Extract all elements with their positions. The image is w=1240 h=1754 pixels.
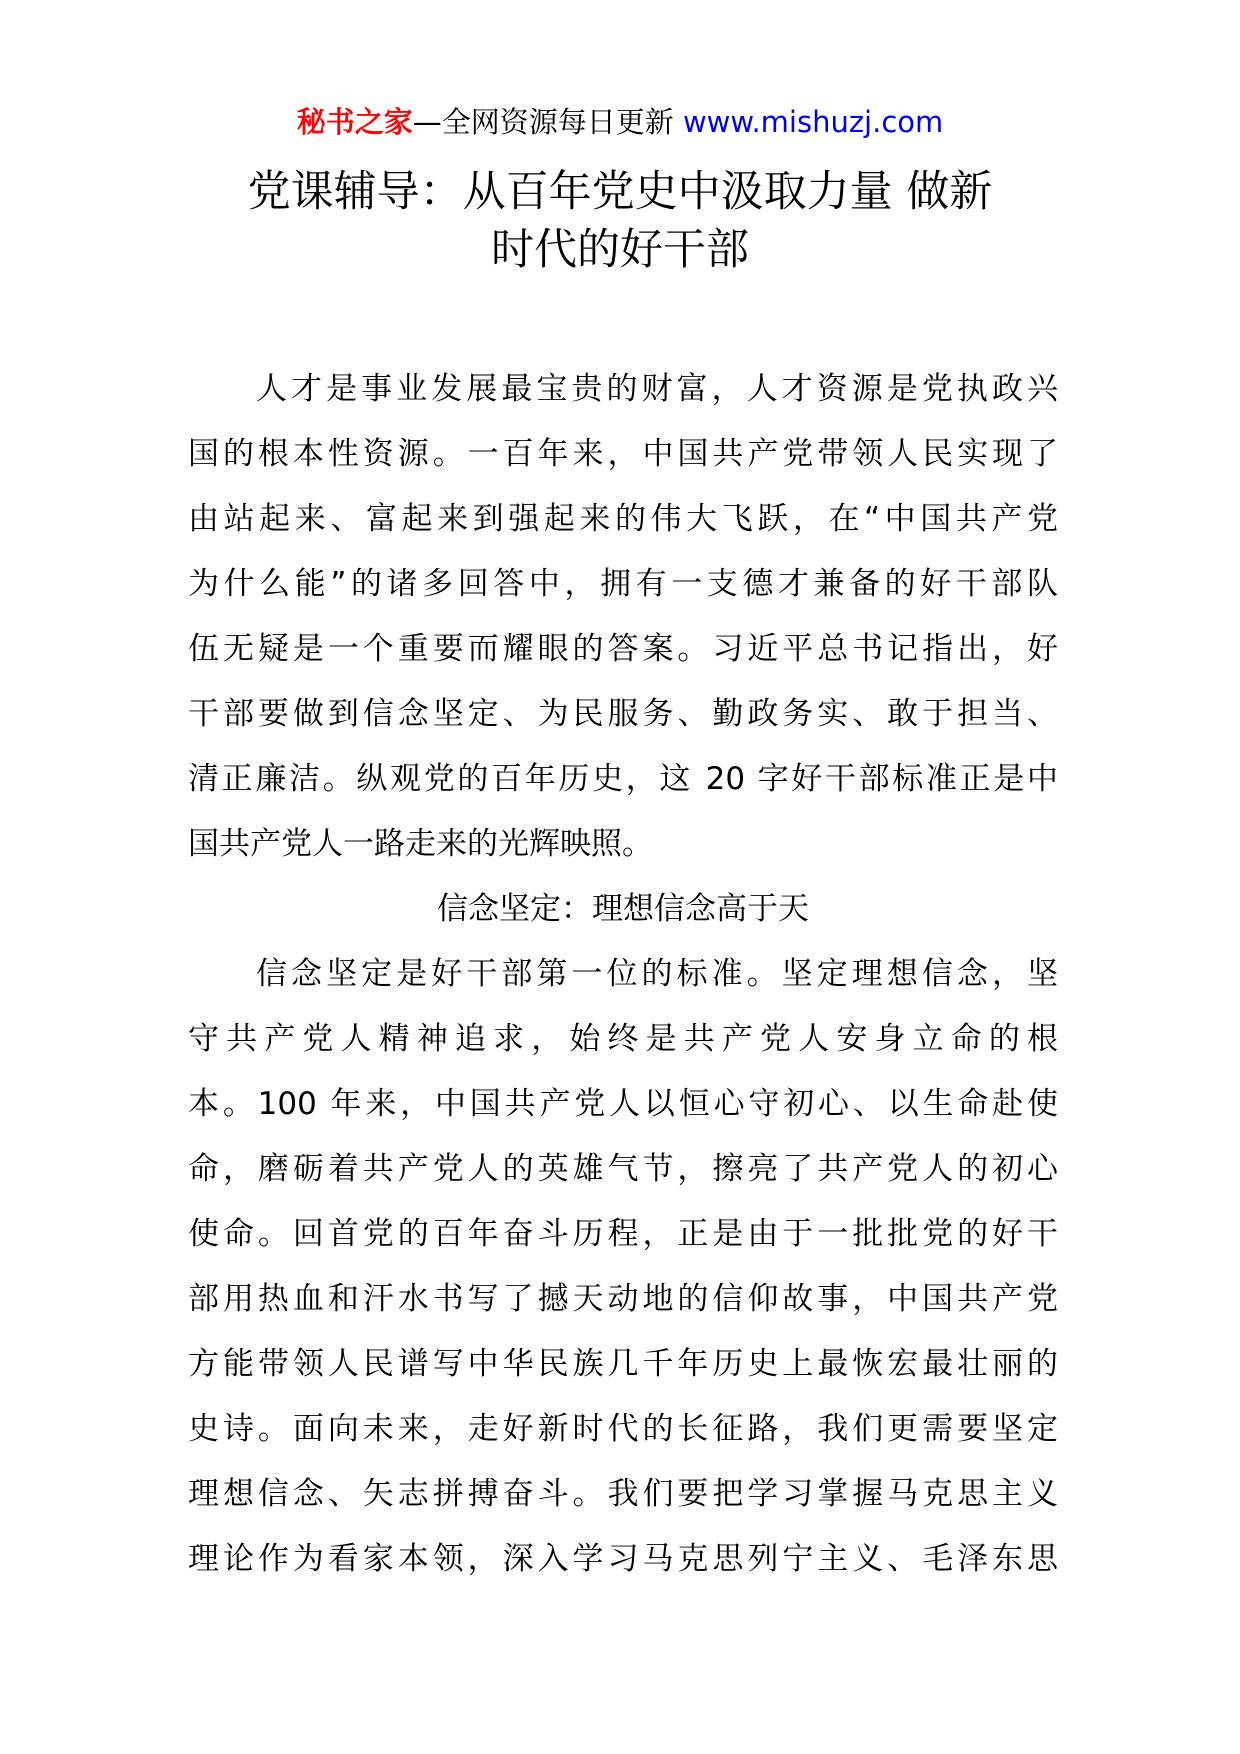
paragraph-line: 方能带领人民谱写中华民族几千年历史上最恢宏最壮丽的	[188, 1346, 1058, 1382]
paragraph-line: 理想信念、矢志拼搏奋斗。我们要把学习掌握马克思主义	[188, 1476, 1058, 1512]
paragraph-line: 理论作为看家本领，深入学习马克思列宁主义、毛泽东思	[188, 1541, 1058, 1577]
paragraph-line: 为什么能”的诸多回答中，拥有一支德才兼备的好干部队	[188, 566, 1058, 602]
title-line-2: 时代的好干部	[491, 225, 749, 275]
paragraph-line: 本。100 年来，中国共产党人以恒心守初心、以生命赴使	[188, 1086, 1058, 1122]
paragraph-line: 干部要做到信念坚定、为民服务、勤政务实、敢于担当、	[188, 696, 1058, 732]
paragraph-2	[188, 942, 1058, 1592]
document-title	[180, 163, 1060, 279]
paragraph-line: 国的根本性资源。一百年来，中国共产党带领人民实现了	[188, 436, 1058, 472]
section-heading	[188, 877, 1058, 942]
title-line-1: 党课辅导：从百年党史中汲取力量 做新	[247, 167, 993, 217]
paragraph-line: 部用热血和汗水书写了撼天动地的信仰故事，中国共产党	[188, 1281, 1058, 1317]
site-brand: 秘书之家	[296, 105, 413, 139]
paragraph-line: 国共产党人一路走来的光辉映照。	[188, 826, 653, 862]
paragraph-line: 命，磨砺着共产党人的英雄气节，擦亮了共产党人的初心	[188, 1151, 1058, 1187]
site-url-link[interactable]: www.mishuzj.com	[682, 105, 944, 139]
paragraph-line: 人才是事业发展最宝贵的财富，人才资源是党执政兴	[256, 371, 1058, 407]
paragraph-line: 由站起来、富起来到强起来的伟大飞跃，在“中国共产党	[188, 501, 1058, 537]
section-heading-text: 信念坚定：理想信念高于天	[437, 891, 809, 927]
paragraph-1	[188, 357, 1058, 877]
paragraph-line: 信念坚定是好干部第一位的标准。坚定理想信念，坚	[256, 956, 1058, 992]
site-tagline: —全网资源每日更新	[412, 105, 683, 139]
paragraph-line: 伍无疑是一个重要而耀眼的答案。习近平总书记指出，好	[188, 631, 1058, 667]
document-body	[188, 357, 1058, 1592]
paragraph-line: 清正廉洁。纵观党的百年历史，这 20 字好干部标准正是中	[188, 761, 1058, 797]
paragraph-line: 使命。回首党的百年奋斗历程，正是由于一批批党的好干	[188, 1216, 1058, 1252]
site-header	[0, 100, 1240, 144]
paragraph-line: 史诗。面向未来，走好新时代的长征路，我们更需要坚定	[188, 1411, 1058, 1447]
paragraph-line: 守共产党人精神追求，始终是共产党人安身立命的根	[188, 1021, 1058, 1057]
